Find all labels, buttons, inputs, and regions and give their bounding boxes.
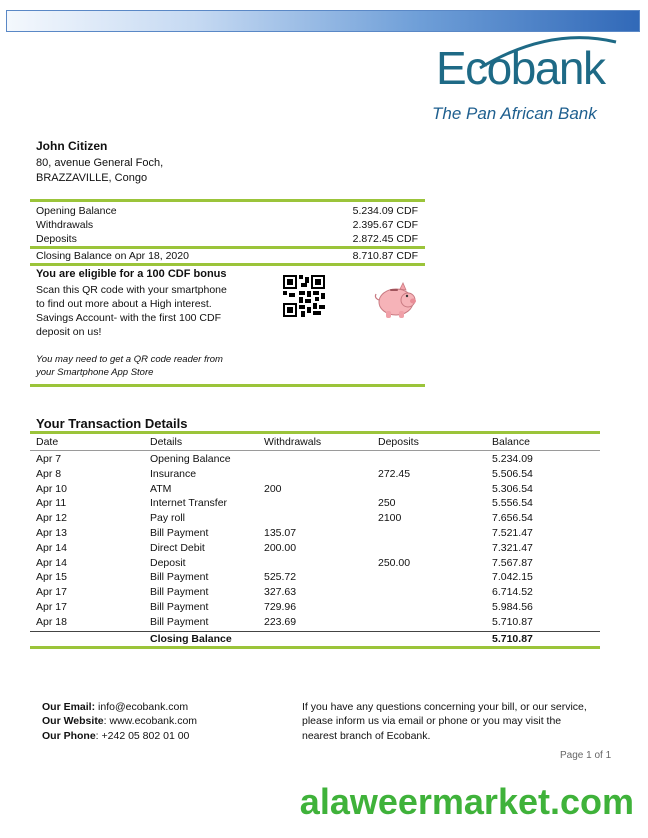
closing-balance-label: Closing Balance [150, 633, 232, 645]
brand-tagline: The Pan African Bank [432, 104, 597, 123]
summary-withdrawals-label: Withdrawals [36, 219, 94, 231]
footer-help-line-2: please inform us via email or phone or you may visit the [302, 715, 562, 727]
cell-balance: 7.321.47 [492, 541, 533, 554]
cell-date: Apr 18 [36, 615, 67, 628]
cell-details: Pay roll [150, 512, 186, 525]
transactions-title: Your Transaction Details [36, 416, 188, 431]
brand-logo: Ecobank [436, 42, 605, 94]
page-number: Page 1 of 1 [560, 750, 612, 761]
cell-details: Bill Payment [150, 615, 209, 628]
cell-balance: 5.556.54 [492, 497, 533, 510]
piggy-bank-icon [372, 280, 420, 322]
transactions-bottom-rule [30, 646, 600, 649]
cell-date: Apr 17 [36, 586, 67, 599]
bonus-line-3: Savings Account- with the first 100 CDF [36, 312, 221, 324]
summary-top-rule [30, 199, 425, 202]
cell-balance: 7.567.87 [492, 556, 533, 569]
footer-website-label: Our Website [42, 715, 104, 727]
cell-deposit: 250 [378, 497, 396, 510]
cell-balance: 5.234.09 [492, 453, 533, 465]
cell-date: Apr 17 [36, 601, 67, 613]
cell-details: Insurance [150, 467, 197, 480]
footer-email-value: info@ecobank.com [98, 701, 189, 713]
cell-balance: 5.506.54 [492, 467, 533, 480]
summary-bottom-rule [30, 263, 425, 266]
cell-withdrawal: 223.69 [264, 615, 297, 628]
cell-details: Direct Debit [150, 541, 205, 554]
cell-balance: 7.521.47 [492, 527, 533, 539]
cell-balance: 5.306.54 [492, 482, 533, 495]
cell-withdrawal: 135.07 [264, 527, 297, 539]
footer-email [42, 701, 188, 713]
customer-name: John Citizen [36, 139, 108, 153]
cell-date: Apr 13 [36, 527, 67, 539]
footer-website-value: : www.ecobank.com [103, 715, 198, 727]
summary-closing-label: Closing Balance on Apr 18, 2020 [36, 250, 189, 262]
cell-balance: 6.714.52 [492, 586, 533, 599]
cell-details: Opening Balance [150, 453, 231, 465]
qr-code-icon [283, 275, 325, 317]
transactions-header-rule [30, 431, 600, 434]
col-header-balance: Balance [492, 436, 530, 448]
bonus-bottom-rule [30, 384, 425, 387]
closing-top-rule [30, 631, 600, 632]
cell-withdrawal: 200 [264, 482, 282, 495]
cell-date: Apr 14 [36, 541, 67, 554]
cell-date: Apr 11 [36, 497, 67, 510]
cell-details: Bill Payment [150, 527, 209, 539]
cell-details: Internet Transfer [150, 497, 228, 510]
footer-phone-label: Our Phone [42, 730, 96, 742]
summary-deposits-label: Deposits [36, 233, 77, 245]
bonus-line-1: Scan this QR code with your smartphone [36, 284, 227, 296]
footer-help-line-1: If you have any questions concerning your bill, or our service, [302, 701, 587, 713]
summary-closing-value: 8.710.87 CDF [352, 250, 418, 262]
cell-details: Bill Payment [150, 586, 209, 599]
cell-deposit: 2100 [378, 512, 402, 525]
cell-date: Apr 7 [36, 453, 62, 465]
cell-date: Apr 15 [36, 571, 67, 584]
cell-deposit: 272.45 [378, 467, 411, 480]
bonus-line-4: deposit on us! [36, 326, 102, 338]
cell-deposit: 250.00 [378, 556, 411, 569]
cell-withdrawal: 729.96 [264, 601, 297, 613]
footer-phone-value: : +242 05 802 01 00 [95, 730, 190, 742]
cell-balance: 7.656.54 [492, 512, 533, 525]
footer-phone [42, 730, 189, 742]
cell-withdrawal: 525.72 [264, 571, 297, 584]
summary-mid-rule [30, 246, 425, 249]
cell-date: Apr 8 [36, 467, 62, 480]
cell-date: Apr 14 [36, 556, 67, 569]
cell-date: Apr 10 [36, 482, 67, 495]
summary-deposits-value: 2.872.45 CDF [352, 233, 418, 245]
bonus-title: You are eligible for a 100 CDF bonus [36, 268, 227, 280]
cell-details: Deposit [150, 556, 186, 569]
summary-opening-label: Opening Balance [36, 205, 117, 217]
cell-balance: 5.984.56 [492, 601, 533, 613]
transactions-header-underline [30, 450, 600, 451]
customer-address-line2: BRAZZAVILLE, Congo [36, 172, 148, 184]
footer-website [42, 715, 197, 727]
cell-withdrawal: 200.00 [264, 541, 297, 554]
cell-details: Bill Payment [150, 571, 209, 584]
col-header-withdrawals: Withdrawals [264, 436, 322, 448]
col-header-details: Details [150, 436, 183, 448]
closing-balance-value: 5.710.87 [492, 633, 533, 645]
bonus-line-2: to find out more about a High interest. [36, 298, 212, 310]
col-header-deposits: Deposits [378, 436, 419, 448]
cell-details: ATM [150, 482, 172, 495]
bonus-note-2: your Smartphone App Store [36, 367, 154, 378]
summary-opening-value: 5.234.09 CDF [352, 205, 418, 217]
top-banner-bar [6, 10, 640, 32]
cell-balance: 7.042.15 [492, 571, 533, 584]
col-header-date: Date [36, 436, 59, 448]
summary-withdrawals-value: 2.395.67 CDF [352, 219, 418, 231]
bonus-note-1: You may need to get a QR code reader from [36, 354, 223, 365]
watermark-text: alaweermarket.com [299, 781, 634, 822]
footer-help-line-3: nearest branch of Ecobank. [302, 730, 431, 742]
cell-details: Bill Payment [150, 601, 209, 613]
cell-withdrawal: 327.63 [264, 586, 297, 599]
cell-balance: 5.710.87 [492, 615, 533, 628]
cell-date: Apr 12 [36, 512, 67, 525]
customer-address-line1: 80, avenue General Foch, [36, 157, 164, 169]
footer-email-label: Our Email: [42, 701, 96, 713]
